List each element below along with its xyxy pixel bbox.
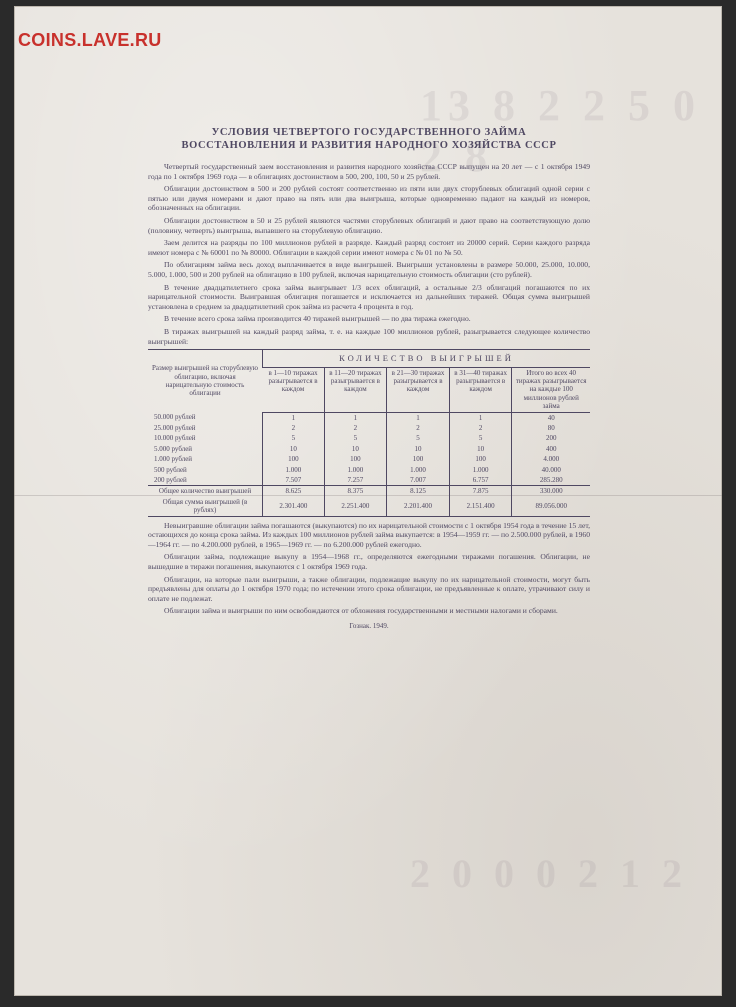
table-cell: 7.257	[324, 475, 387, 486]
table-cell: 80	[512, 423, 590, 433]
table-cell: 200	[512, 433, 590, 443]
table-cell: 1	[263, 412, 325, 423]
table-cell: 1.000	[387, 465, 450, 475]
table-cell: 5	[324, 433, 387, 443]
table-cell: 2.251.400	[324, 497, 387, 516]
row-label: Общее количество выигрышей	[148, 486, 263, 497]
table-row	[148, 475, 590, 486]
row-label: 200 рублей	[154, 475, 187, 484]
table-row	[148, 412, 590, 423]
total-sum-row	[148, 497, 590, 516]
table-cell: 1	[387, 412, 450, 423]
paragraph: Облигации займа, подлежащие выкупу в 1954—1968 гг., определяются ежегодными тиражами погашения. Облигации, не вышедшие в тиражи погашения, выкупаются с 1 октября 1969 года.	[148, 552, 590, 571]
title-line-2: ВОССТАНОВЛЕНИЯ И РАЗВИТИЯ НАРОДНОГО ХОЗЯЙСТВА СССР	[181, 140, 557, 151]
column-header: Итого во всех 40 тиражах разыгрывается на каждые 100 миллионов рублей займа	[512, 367, 590, 412]
table-cell: 2	[324, 423, 387, 433]
table-cell: 1.000	[324, 465, 387, 475]
winnings-table	[148, 349, 590, 517]
site-watermark: COINS.LAVE.RU	[18, 30, 162, 50]
paragraphs-top	[148, 162, 590, 346]
table-row	[148, 423, 590, 433]
paragraphs-bottom	[148, 521, 590, 616]
paragraph: По облигациям займа весь доход выплачивается в виде выигрышей. Выигрыши установлены в размере 50.000, 25.000, 10.000, 5.000, 1.000, 500 и 200 рублей на облигацию в 100 рублей, включая нарицательную стоимость облигации (сто рублей).	[148, 260, 590, 279]
table-cell: 330.000	[512, 486, 590, 497]
table-cell: 8.125	[387, 486, 450, 497]
total-count-row	[148, 486, 590, 497]
document-title	[148, 126, 590, 152]
table-cell: 7.007	[387, 475, 450, 486]
table-cell: 400	[512, 444, 590, 454]
table-cell: 10	[387, 444, 450, 454]
table-cell: 8.625	[263, 486, 325, 497]
table-row	[148, 454, 590, 464]
paragraph: Облигации достоинством в 500 и 200 рублей состоят соответственно из пяти или двух сторублевых облигаций одной серии с пятью или двумя номерами и дают право на пять или два выигрыша, которые одновременно падают на каждый из номеров, обозначенных на облигации.	[148, 184, 590, 213]
table-cell: 2.151.400	[449, 497, 512, 516]
loan-conditions	[148, 126, 590, 632]
title-line-1: УСЛОВИЯ ЧЕТВЕРТОГО ГОСУДАРСТВЕННОГО ЗАЙМА	[211, 127, 527, 138]
paragraph: В течение всего срока займа производится 40 тиражей выигрышей — по два тиража ежегодно.	[164, 314, 471, 324]
table-row	[148, 465, 590, 475]
table-cell: 7.875	[449, 486, 512, 497]
bleed-through-serial-top: 13 8 2 2 5 0 2 8	[420, 81, 701, 181]
table-cell: 2.301.400	[263, 497, 325, 516]
paragraph: В течение двадцатилетнего срока займа выигрывает 1/3 всех облигаций, а остальные 2/3 облигаций погашаются по их нарицательной стоимости. Выигравшая облигация погашается и исключается из дальнейших тиражей. Общая сумма выигрышей установлена в среднем за двадцатилетний срок займа из расчета 4 процента в год.	[148, 282, 590, 311]
table-cell: 6.757	[449, 475, 512, 486]
group-header: КОЛИЧЕСТВО ВЫИГРЫШЕЙ	[263, 350, 591, 367]
table-cell: 1.000	[263, 465, 325, 475]
table-cell: 89.056.000	[512, 497, 590, 516]
table-cell: 1.000	[449, 465, 512, 475]
paragraph: Четвертый государственный заем восстановления и развития народного хозяйства СССР выпущен на 20 лет — с 1 октября 1949 года по 1 октября 1969 года — в облигациях достоинством в 500, 200, 100, 50 и 25 рублей.	[148, 162, 590, 181]
row-label: 25.000 рублей	[154, 423, 196, 432]
row-label: 1.000 рублей	[154, 455, 193, 464]
column-header: в 11—20 тиражах разыгрывается в каждом	[324, 367, 387, 412]
table-cell: 7.507	[263, 475, 325, 486]
row-label: Общая сумма выигрышей (в рублях)	[162, 497, 248, 515]
paragraph: Невыигравшие облигации займа погашаются (выкупаются) по их нарицательной стоимости с 1 октября 1954 года в течение 15 лет, остающихся до конца срока займа. Из каждых 100 миллионов рублей займа выкупается: в 1954—1959 гг. — по 2.500.000 рублей, в 1960—1964 гг. — по 4.200.000 рублей, в 1965—1969 гг. — по 6.200.000 рублей ежегодно.	[148, 520, 590, 549]
column-header: в 31—40 тиражах разыгрывается в каждом	[449, 367, 512, 412]
table-row	[148, 444, 590, 454]
table-cell: 40	[512, 412, 590, 423]
paragraph: Облигации займа и выигрыши по ним освобождаются от обложения государственными и местными налогами и сборами.	[164, 606, 558, 616]
row-label: 10.000 рублей	[154, 434, 196, 443]
table-cell: 1	[449, 412, 512, 423]
paragraph: В тиражах выигрышей на каждый разряд займа, т. е. на каждые 100 миллионов рублей, разыгрывается следующее количество выигрышей:	[148, 326, 590, 346]
paragraph: Заем делится на разряды по 100 миллионов рублей в разряде. Каждый разряд состоит из 20000 серий. Серии каждого разряда имеют номера с № 60001 по № 80000. Облигации в каждой серии имеют номера с № 01 по № 50.	[148, 238, 590, 257]
column-header: в 1—10 тиражах разыгрывается в каждом	[263, 367, 325, 412]
table-cell: 100	[387, 454, 450, 464]
table-cell: 100	[449, 454, 512, 464]
table-cell: 5	[449, 433, 512, 443]
row-label: 50.000 рублей	[154, 413, 196, 422]
table-cell: 2	[263, 423, 325, 433]
table-cell: 285.280	[512, 475, 590, 486]
row-label: 5.000 рублей	[154, 444, 193, 453]
table-row	[148, 433, 590, 443]
row-label: 500 рублей	[154, 465, 187, 474]
table-cell: 100	[324, 454, 387, 464]
table-cell: 2	[387, 423, 450, 433]
table-cell: 5	[387, 433, 450, 443]
table-cell: 5	[263, 433, 325, 443]
column-header: в 21—30 тиражах разыгрывается в каждом	[387, 367, 450, 412]
table-cell: 100	[263, 454, 325, 464]
paragraph: Облигации достоинством в 50 и 25 рублей являются частями сторублевых облигаций и дают право на соответствующую долю (половину, четверть) выигрыша, выпавшего на сторублевую облигацию.	[148, 215, 590, 235]
printer-imprint: Гознак. 1949.	[349, 621, 389, 630]
table-cell: 4.000	[512, 454, 590, 464]
table-cell: 10	[324, 444, 387, 454]
table-cell: 40.000	[512, 465, 590, 475]
table-cell: 10	[263, 444, 325, 454]
table-cell: 10	[449, 444, 512, 454]
table-cell: 1	[324, 412, 387, 423]
table-cell: 2.201.400	[387, 497, 450, 516]
table-cell: 8.375	[324, 486, 387, 497]
bleed-through-serial-bottom: 2 0 0 0 2 1 2	[410, 851, 688, 896]
stub-header: Размер выигрышей на сторублевую облигацию, включая нарицательную стоимость облигации	[151, 364, 259, 398]
paragraph: Облигации, на которые пали выигрыши, а также облигации, подлежащие выкупу по их нарицательной стоимости, могут быть предъявлены для оплаты до 1 октября 1970 года; по истечении этого срока облигации, не предъявленные к оплате, утрачивают силу и оплате не подлежат.	[148, 574, 590, 603]
table-cell: 2	[449, 423, 512, 433]
